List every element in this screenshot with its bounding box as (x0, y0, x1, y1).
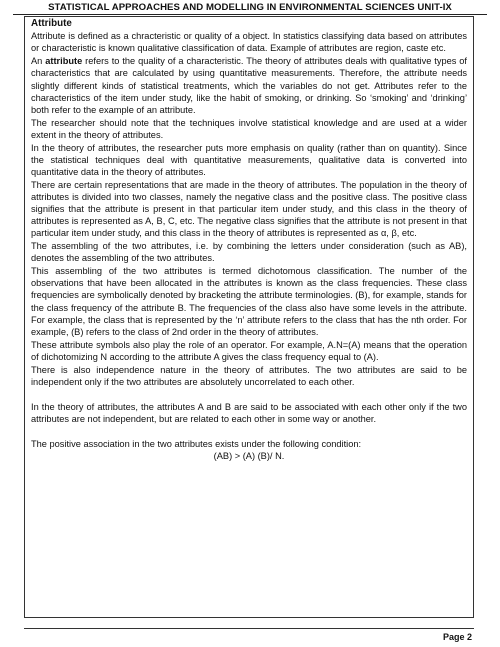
paragraph-definition: Attribute is defined as a chracteristic or quality of a object. In statistics classifying data based on attributes or characteristic is known qualitative classification of data. Example of attributes are region, caste etc. (31, 31, 467, 54)
spacer (31, 389, 467, 401)
page-number: Page 2 (442, 632, 472, 642)
paragraph-assembling: The assembling of the two attributes, i.e. by combining the letters under consideration (such as AB), denotes the assembling of the two attributes. (31, 241, 467, 264)
section-title: Attribute (31, 18, 72, 29)
paragraph-dichotomous: This assembling of the two attributes is termed dichotomous classification. The number of the observations that have been allocated in the attributes is known as the class frequencies. These class frequencies are symbolically denoted by bracketing the attribute terminologies. (B), for example, stands for the class frequency of the attribute B. The frequencies of the class also have some levels in the attribute. For example, the class that is represented by the ‘n’ attribute refers to the class that has the nth order. For example, (B) refers to the class of 2nd order in the theory of attributes. (31, 266, 467, 338)
paragraph-attribute-quality (31, 55, 467, 116)
para-rest: refers to the quality of a characteristic. The theory of attributes deals with qualitative types of characteristics that are calculated by using quantitative measurements. Therefore, the attribute needs slightly different kinds of statistical treatments, which the variables do not get. Attributes refer to the characteristics of the item under study, like the habit of smoking, or drinking. So ‘smoking’ and ‘drinking’ both refer to the example of an attribute. (31, 56, 467, 115)
paragraph-positive-association: The positive association in the two attributes exists under the following condition: (31, 438, 362, 449)
paragraph-association: In the theory of attributes, the attributes A and B are said to be associated with each other only if the two attributes are not independent, but are related to each other in some way or another. (31, 401, 467, 424)
page-frame (24, 16, 474, 618)
paragraph-researcher-note: The researcher should note that the techniques involve statistical knowledge and are used at a wider extent in the theory of attributes. (31, 117, 467, 140)
para-lead: An (31, 56, 46, 67)
paragraph-independence: There is also independence nature in the theory of attributes. The two attributes are said to be independent only if the two attributes are absolutely uncorrelated to each other. (31, 364, 467, 387)
paragraph-representations: There are certain representations that are made in the theory of attributes. The population in the theory of attributes is divided into two classes, namely the negative class and the positive class. The positive class signifies that the attribute is present in that particular item under study, and this class in the theory of attributes is represented as A, B, C, etc. The negative class signifies that the attribute is not present in that particular item under study, and this class in the theory of attributes is represented as α, β, etc. (31, 179, 467, 239)
running-header: STATISTICAL APPROACHES AND MODELLING IN ENVIRONMENTAL SCIENCES UNIT-IX (48, 2, 452, 13)
paragraph-quality-emphasis: In the theory of attributes, the researcher puts more emphasis on quality (rather than on quantity). Since the statistical techniques deal with quantitative measurements, qualitative data is converted into quantitative data in the theory of attributes. (31, 142, 467, 177)
bold-term: attribute (45, 56, 83, 67)
paragraph-operator: These attribute symbols also play the role of an operator. For example, A.N=(A) means that the operation of dichotomizing N according to the attribute A gives the class frequency equal to (A). (31, 339, 467, 362)
footer-rule (24, 628, 474, 629)
spacer (31, 426, 467, 438)
formula: (AB) > (A) (B)/ N. (213, 451, 285, 462)
header-rule (13, 14, 487, 15)
